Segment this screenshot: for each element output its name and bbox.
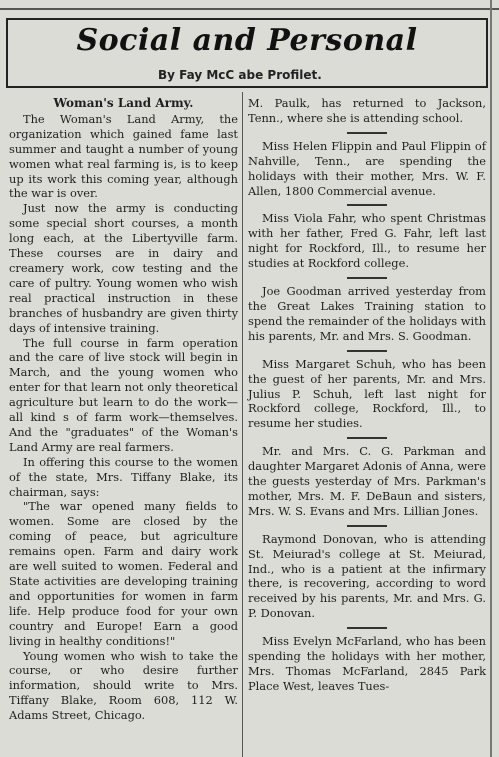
- item-text: Miss Viola Fahr, who spent Christmas with her father, Fred G. Fahr, left last night for Rockford, Ill., to resume her studies at Rockford college.: [248, 211, 486, 271]
- column-header-box: [6, 18, 488, 88]
- top-rule: [0, 8, 499, 10]
- item-text: Mr. and Mrs. C. G. Parkman and daughter Margaret Adonis of Anna, were the guests yesterday of Mrs. Parkman's mother, Mrs. M. F. DeBaun and sisters, Mrs. W. S. Evans and Mrs. Lillian Jones.: [248, 444, 486, 518]
- item-separator: [347, 525, 387, 527]
- item-separator: [347, 277, 387, 279]
- social-item: [248, 444, 486, 519]
- item-separator: [347, 350, 387, 352]
- item-text: Joe Goodman arrived yesterday from the Great Lakes Training station to spend the remainder of the holidays with his parents, Mr. and Mrs. S. Goodman.: [248, 284, 486, 343]
- item-separator: [347, 132, 387, 134]
- column-title: Social and Personal: [76, 23, 418, 58]
- item-text: Miss Evelyn McFarland, who has been spending the holidays with her mother, Mrs. Thomas McFarland, 2845 Park Place West, leaves Tues-: [248, 634, 486, 693]
- item-text: M. Paulk, has returned to Jackson, Tenn., where she is attending school.: [248, 96, 486, 125]
- column-divider: [242, 92, 243, 757]
- social-item: [248, 211, 486, 271]
- article-paragraph: "The war opened many fields to women. Some are closed by the coming of peace, but agriculture remains open. Farm and dairy work are well suited to women. Federal and State activities are developing training and opportunities for women in farm life. Help produce food for your own country and Europe! Earn a good living in healthy conditions!": [9, 499, 238, 648]
- item-separator: [347, 204, 387, 206]
- byline: By Fay McC abe Profilet.: [158, 68, 322, 82]
- article-title: Woman's Land Army.: [53, 96, 194, 110]
- social-item: [248, 357, 486, 432]
- continued-item: [248, 96, 486, 126]
- social-item: [248, 139, 486, 199]
- article-paragraph: The Woman's Land Army, the organization which gained fame last summer and taught a number of young women what real farming is, is to keep up its work this coming year, although the war is over.: [9, 111, 238, 201]
- social-item: [248, 634, 486, 694]
- page-edge-rule: [490, 0, 492, 757]
- social-item: [248, 284, 486, 344]
- article-paragraph: Young women who wish to take the course, or who desire further information, should write to Mrs. Tiffany Blake, Room 608, 112 W. Adams Street, Chicago.: [9, 648, 238, 723]
- social-item: [248, 532, 486, 621]
- item-text: Miss Helen Flippin and Paul Flippin of Nahville, Tenn., are spending the holidays with their mother, Mrs. W. F. Allen, 1800 Commercial avenue.: [248, 138, 486, 198]
- left-column: [9, 96, 238, 723]
- article-paragraph: The full course in farm operation and the care of live stock will begin in March, and the young women who enter for that learn not only theoretical agriculture but learn to do the work—all kind s of farm work—themselves. And the "graduates" of the Woman's Land Army are real farmers.: [9, 335, 238, 454]
- item-text: Raymond Donovan, who is attending St. Meiurad's college at St. Meiurad, Ind., who is a patient at the infirmary there, is recovering, according to word received by his parents, Mr. and Mrs. G. P. Donovan.: [248, 531, 486, 621]
- item-text: Miss Margaret Schuh, who has been the guest of her parents, Mr. and Mrs. Julius P. Schuh, left last night for Rockford college, Rockford, Ill., to resume her studies.: [248, 356, 486, 431]
- item-separator: [347, 627, 387, 629]
- right-column: [248, 96, 486, 694]
- article-paragraph: In offering this course to the women of the state, Mrs. Tiffany Blake, its chairman, says:: [9, 454, 238, 499]
- article-paragraph: Just now the army is conducting some special short courses, a month long each, at the Libertyville farm. These courses are in dairy and creamery work, cow testing and the care of pultry. Young women who wish real practical instruction in these branches of husbandry are given thirty days of intensive training.: [9, 201, 238, 335]
- item-separator: [347, 437, 387, 439]
